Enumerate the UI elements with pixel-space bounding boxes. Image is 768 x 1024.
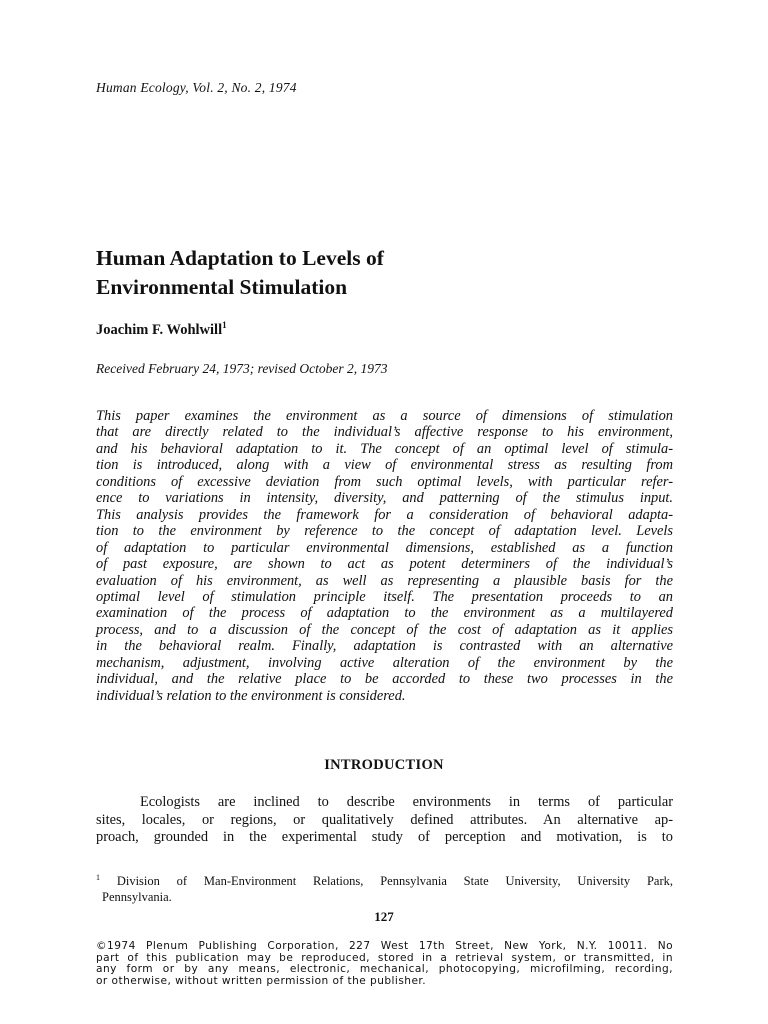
author-footnote-marker: 1 bbox=[222, 320, 227, 331]
abstract-line: in the behavioral realm. Finally, adaptation is contrasted with an alternative bbox=[96, 638, 673, 655]
footnote bbox=[96, 873, 673, 905]
abstract-line: that are directly related to the individual’s affective response to his environment, bbox=[96, 424, 673, 441]
abstract-line: individual’s relation to the environment is considered. bbox=[96, 687, 406, 704]
introduction-paragraph bbox=[96, 794, 673, 847]
abstract-line: tion to the environment by reference to the concept of adaptation level. Levels bbox=[96, 523, 673, 540]
title-line-1: Human Adaptation to Levels of bbox=[96, 246, 384, 270]
section-heading-introduction: INTRODUCTION bbox=[324, 757, 444, 773]
abstract-line: tion is introduced, along with a view of environmental stress as resulting from bbox=[96, 457, 673, 474]
title-line-2: Environmental Stimulation bbox=[96, 275, 348, 299]
abstract-line: optimal level of stimulation principle itself. The presentation proceeds to an bbox=[96, 588, 673, 605]
abstract-line: process, and to a discussion of the concept of the cost of adaptation as it applies bbox=[96, 621, 673, 638]
author-name: Joachim F. Wohlwill bbox=[96, 322, 223, 338]
abstract-line: ence to variations in intensity, diversity, and patterning of the stimulus input. bbox=[96, 490, 673, 507]
abstract-line: mechanism, adjustment, involving active alteration of the environment by the bbox=[96, 654, 673, 671]
abstract-line: and his behavioral adaptation to it. The concept of an optimal level of stimula- bbox=[96, 440, 673, 457]
footnote-line bbox=[96, 873, 673, 889]
body-line: sites, locales, or regions, or qualitatively defined attributes. An alternative ap- bbox=[96, 811, 673, 828]
copyright-line: part of this publication may be reproduced, stored in a retrieval system, or transmitted, in bbox=[96, 951, 673, 964]
abstract-line: examination of the process of adaptation to the environment as a multilayered bbox=[96, 605, 673, 622]
abstract-line: individual, and the relative place to be accorded to these two processes in the bbox=[96, 671, 673, 688]
abstract-line: conditions of excessive deviation from such optimal levels, with particular refer- bbox=[96, 473, 673, 490]
abstract-line: This paper examines the environment as a source of dimensions of stimulation bbox=[96, 408, 673, 424]
copyright-line: ©1974 Plenum Publishing Corporation, 227 West 17th Street, New York, N.Y. 10011. No bbox=[96, 940, 673, 952]
abstract bbox=[96, 408, 673, 704]
copyright-line: any form or by any means, electronic, mechanical, photocopying, microfilming, recording, bbox=[96, 963, 673, 976]
abstract-line: of adaptation to particular environmental dimensions, established as a function bbox=[96, 539, 673, 556]
abstract-line: This analysis provides the framework for a consideration of behavioral adapta- bbox=[96, 506, 673, 523]
footnote-text-1: Division of Man-Environment Relations, Pennsylvania State University, University Park, bbox=[116, 874, 673, 888]
journal-citation: Human Ecology, Vol. 2, No. 2, 1974 bbox=[96, 80, 297, 95]
body-line: Ecologists are inclined to describe environments in terms of particular bbox=[140, 794, 673, 810]
footnote-marker: 1 bbox=[96, 872, 100, 882]
article-title bbox=[96, 244, 656, 302]
abstract-line: evaluation of his environment, as well as representing a plausible basis for the bbox=[96, 572, 673, 589]
footnote-line: Pennsylvania. bbox=[102, 890, 172, 904]
copyright-notice bbox=[96, 941, 673, 988]
author-line bbox=[96, 322, 227, 339]
copyright-line: or otherwise, without written permission of the publisher. bbox=[96, 975, 427, 988]
body-line: proach, grounded in the experimental study of perception and motivation, is to bbox=[96, 829, 673, 845]
abstract-line: of past exposure, are shown to act as potent determiners of the individual’s bbox=[96, 556, 673, 573]
received-dates: Received February 24, 1973; revised October 2, 1973 bbox=[96, 361, 388, 376]
page-number: 127 bbox=[374, 909, 394, 924]
